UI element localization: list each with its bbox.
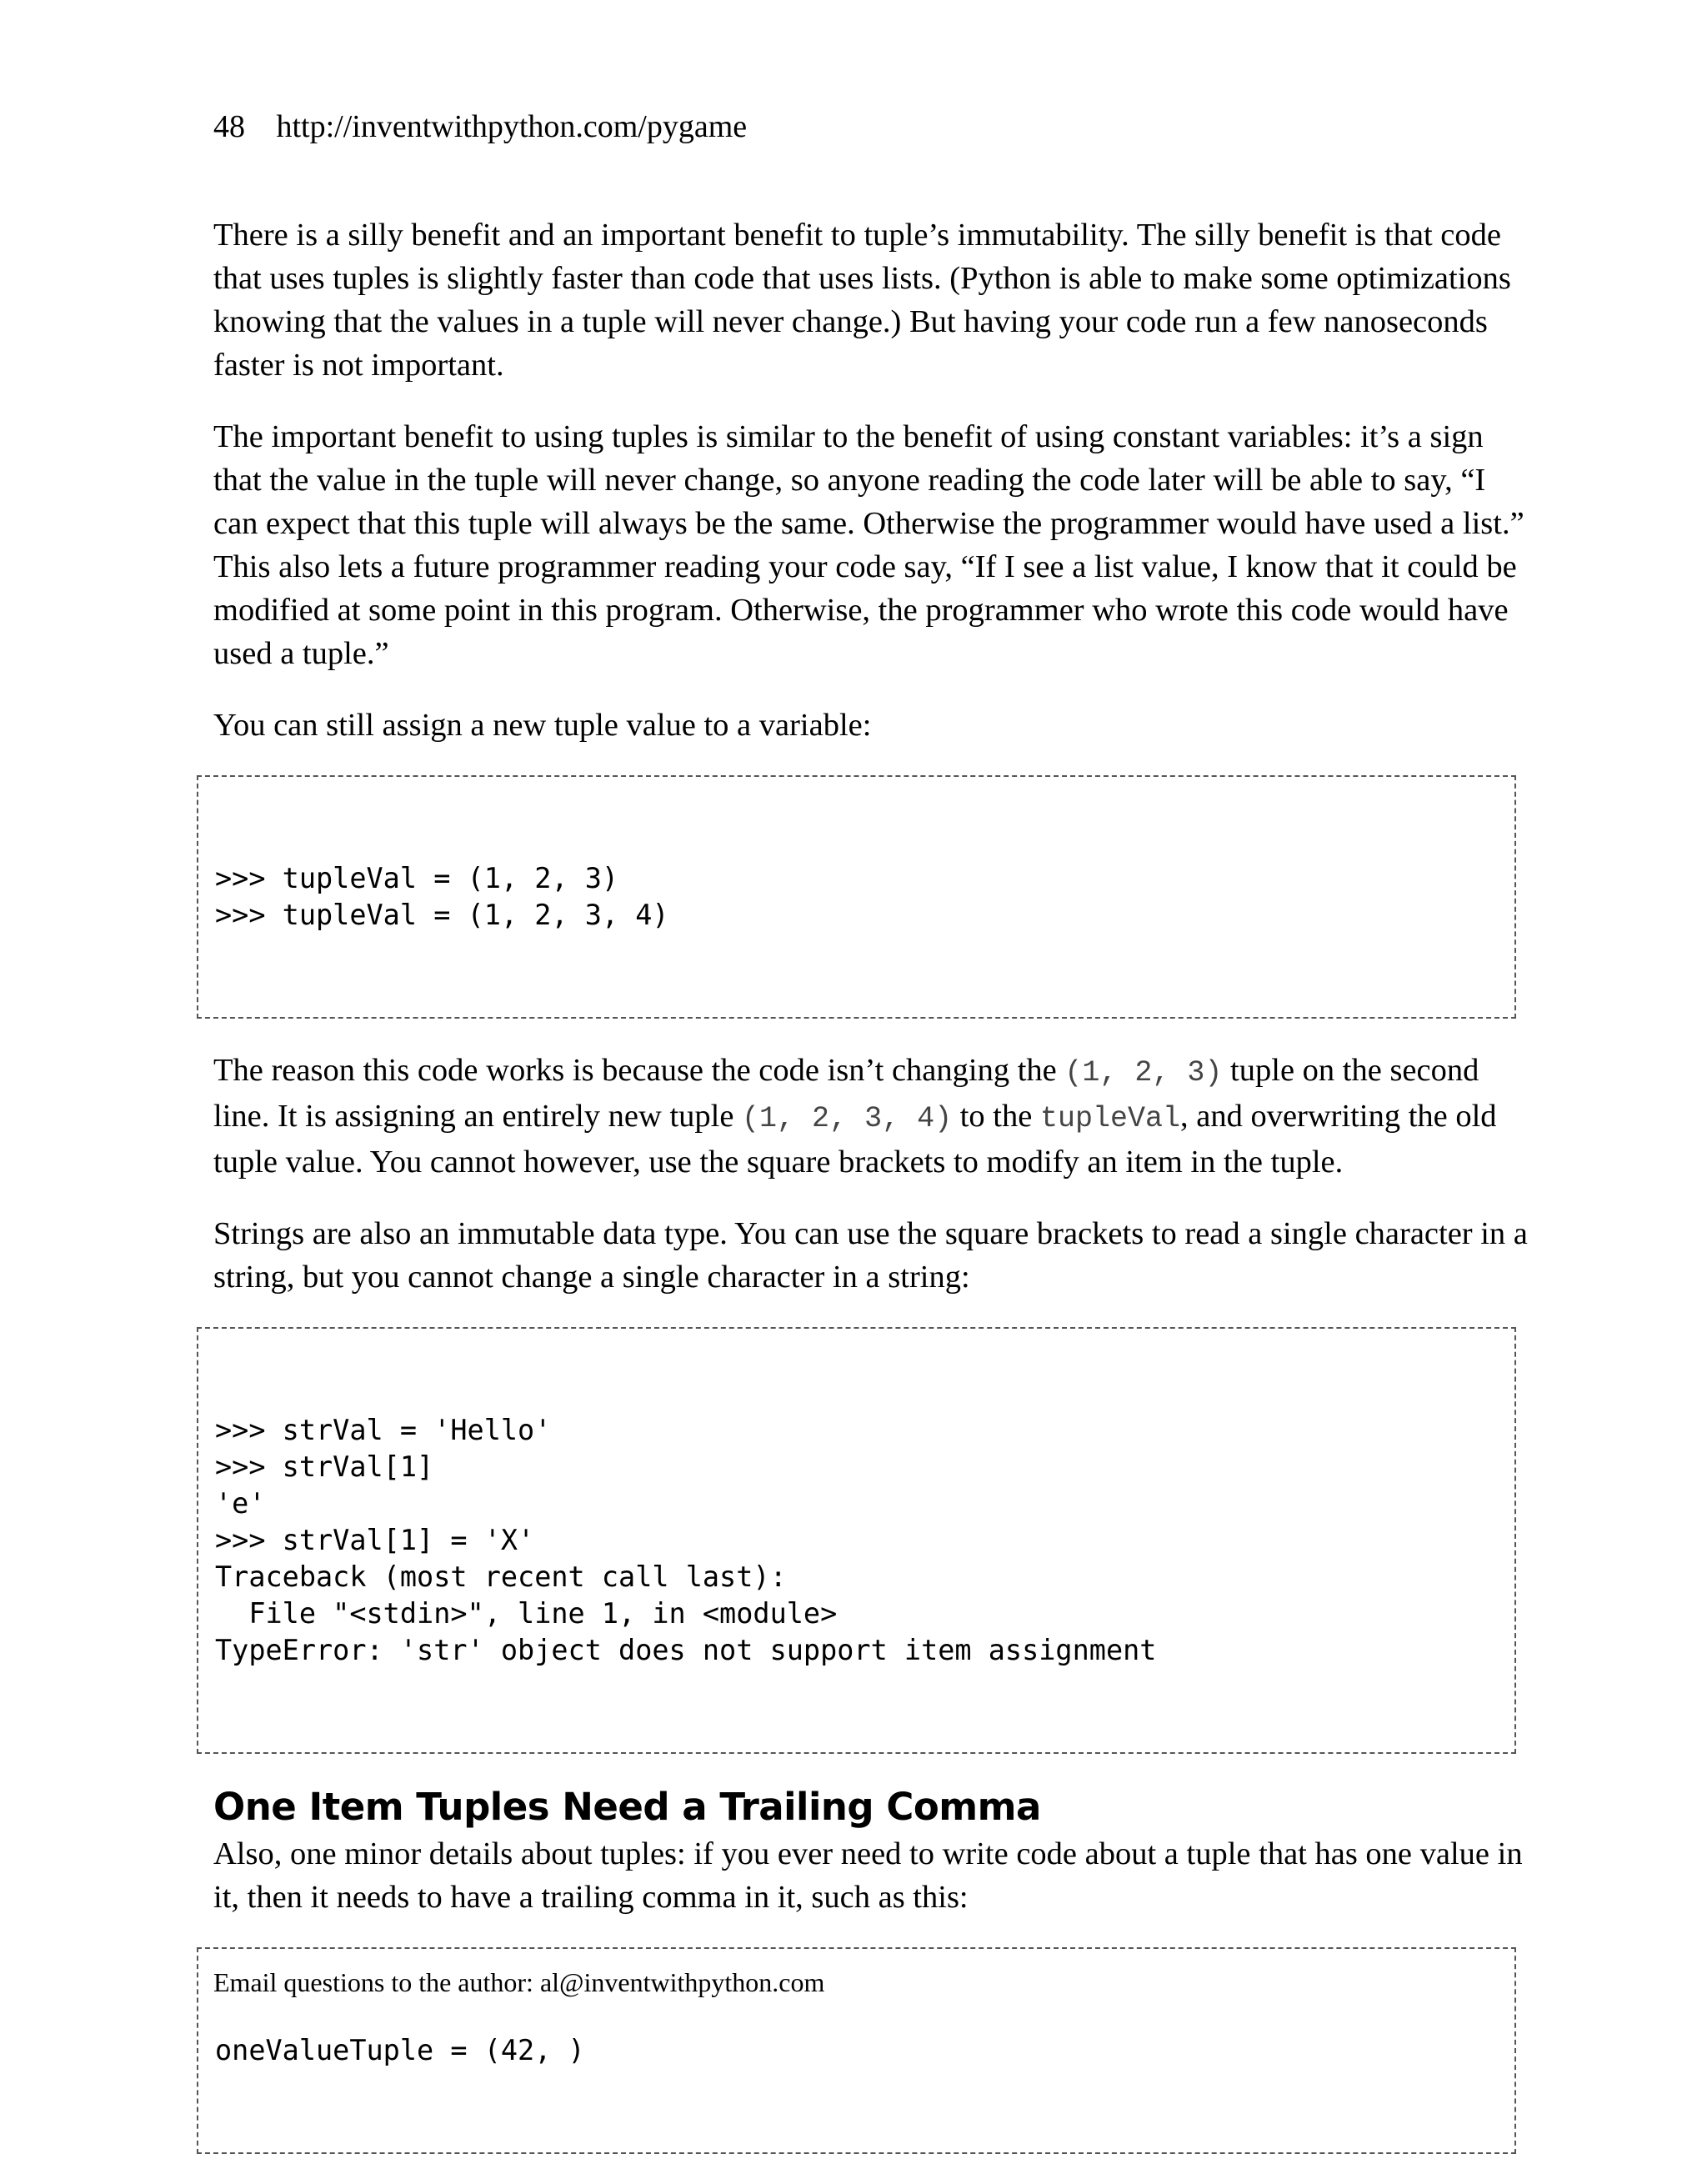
code-block-string-immutable [197,1327,1516,1754]
inline-code: tupleVal [1039,1102,1180,1135]
page-footer: Email questions to the author: al@inventwithpython.com [213,1967,825,1997]
code-line: >>> tupleVal = (1, 2, 3) [215,862,619,894]
code-line: Traceback (most recent call last): [215,1560,787,1593]
page-content [213,213,1530,2184]
section-heading: One Item Tuples Need a Trailing Comma [213,1785,1041,1829]
code-block-tuple-assign [197,775,1516,1019]
text-run: The reason this code works is because the code isn’t changing the [213,1053,1065,1088]
code-line: >>> strVal[1] = 'X' [215,1524,535,1556]
page-header [213,107,747,147]
text-run: to the [952,1099,1040,1134]
code-line: File "<stdin>", line 1, in <module> [215,1597,838,1630]
paragraph-strings-immutable: Strings are also an immutable data type. You can use the square brackets to read a single character in a string, but you cannot change a single character in a string: [213,1216,1528,1295]
code-line: >>> strVal = 'Hello' [215,1414,552,1446]
page-number: 48 [213,109,245,144]
code-line: >>> strVal[1] [215,1450,434,1483]
paragraph-important-benefit: The important benefit to using tuples is similar to the benefit of using constant variables: it’s a sign that the value in the tuple will never change, so anyone reading the code later will be able to say, “I can expect that this tuple will always be the same. Otherwise the programmer would have used a list.” This also lets a future programmer reading your code say, “If I see a list value, I know that it could be modified at some point in this program. Otherwise, the programmer who wrote this code would have used a tuple.” [213,419,1524,671]
inline-code: (1, 2, 3, 4) [742,1102,953,1135]
paragraph-reason-code-works [213,1049,1530,1184]
code-line: TypeError: 'str' object does not support item assignment [215,1634,1157,1666]
paragraph-assign-new-tuple: You can still assign a new tuple value to a variable: [213,708,872,743]
code-line: oneValueTuple = (42, ) [215,2034,585,2066]
code-line: >>> tupleVal = (1, 2, 3, 4) [215,899,669,931]
text-run: , and overwriting the old tuple value. You cannot however, use the square brackets to modify an item in the tuple. [213,1099,1497,1180]
code-line: 'e' [215,1487,266,1520]
paragraph-trailing-comma: Also, one minor details about tuples: if you ever need to write code about a tuple that has one value in it, then it needs to have a trailing comma in it, such as this: [213,1836,1523,1915]
inline-code: (1, 2, 3) [1064,1056,1223,1089]
header-url: http://inventwithpython.com/pygame [276,109,748,144]
paragraph-tuple-immutability-benefits: There is a silly benefit and an important benefit to tuple’s immutability. The silly benefit is that code that uses tuples is slightly faster than code that uses lists. (Python is able to make some optimizations knowing that the values in a tuple will never change.) But having your code run a few nanoseconds faster is not important. [213,218,1511,383]
text-run: tuple on the second line. It is assigning an entirely new tuple [213,1053,1479,1134]
